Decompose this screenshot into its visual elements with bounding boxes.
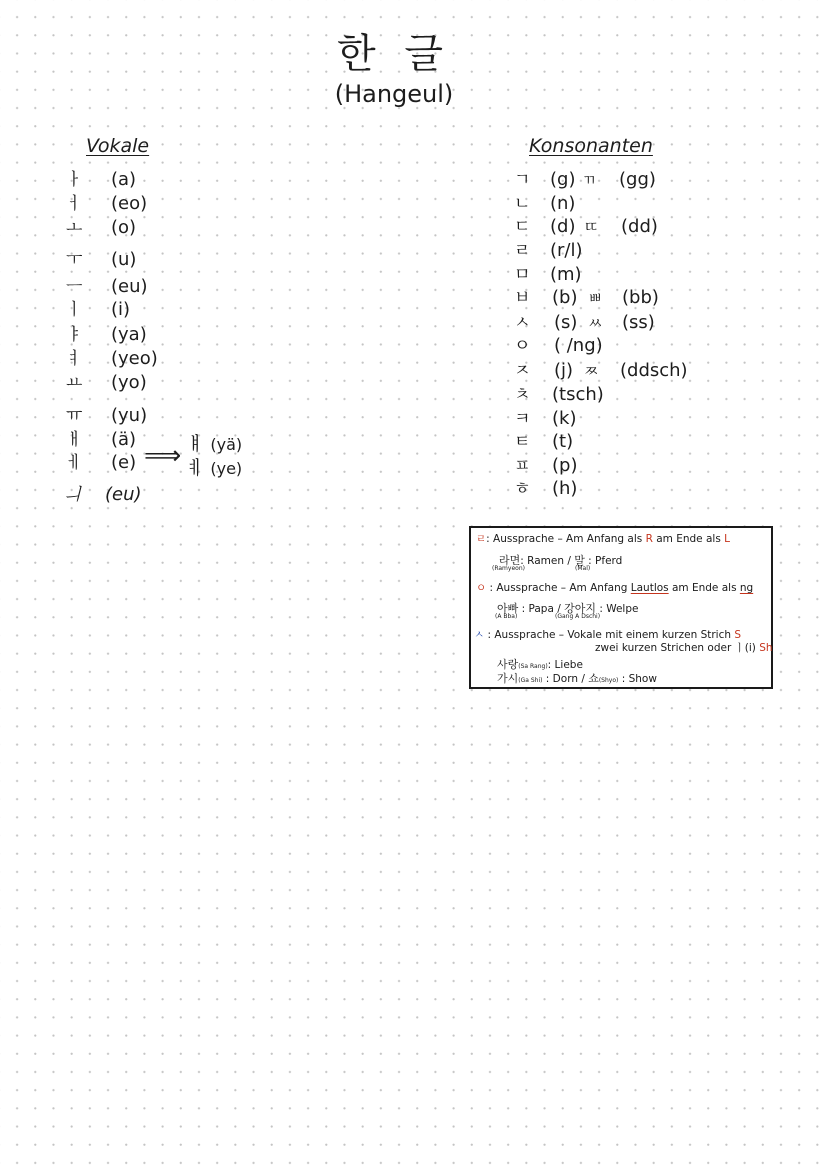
note-ieung-letter: ㅇ — [476, 582, 487, 594]
vowel-roman: (eu) — [105, 484, 142, 505]
consonant-double-roman: (ss) — [622, 312, 655, 333]
note-mark: R — [645, 533, 653, 545]
consonant-roman: ( /ng) — [554, 335, 603, 356]
consonant-hangul: ㅊ — [514, 385, 531, 405]
consonant-roman: (t) — [552, 431, 574, 452]
consonant-roman: (k) — [552, 408, 577, 429]
consonant-hangul: ㅋ — [514, 409, 531, 429]
consonant-double-roman: (gg) — [619, 169, 656, 190]
vowel-roman: (a) — [111, 169, 137, 190]
vowel-roman: (ä) — [111, 429, 137, 450]
derived-vowel — [186, 453, 242, 480]
vowel-hangul: ㅠ — [66, 406, 83, 426]
consonant-roman: (d) — [550, 216, 576, 237]
consonant-roman: (m) — [550, 264, 582, 285]
example-romanization: (Ga Shi) — [518, 677, 543, 684]
note-text: : Aussprache – Am Anfang — [486, 582, 631, 594]
consonant-hangul: ㅌ — [514, 432, 531, 452]
derived-vowel — [186, 429, 242, 456]
example-korean: 아빠 — [497, 602, 519, 615]
example-romanization: (Mal) — [575, 565, 591, 572]
example-korean: 강아지 — [564, 602, 596, 615]
example-romanization: (Ramyeon) — [492, 565, 525, 572]
consonant-hangul: ㄷ — [514, 217, 531, 237]
example-korean: 말 — [574, 554, 585, 567]
consonant-hangul: ㅅ — [514, 313, 531, 333]
example-german: : Liebe — [547, 659, 583, 671]
derived-vowel-roman: (yä) — [210, 435, 243, 454]
vowel-hangul: ㅣ — [66, 300, 83, 320]
derived-vowel-roman: (ye) — [210, 459, 243, 478]
consonant-hangul: ㅂ — [514, 288, 531, 308]
derivation-arrow: ⟹ — [144, 441, 182, 471]
note-mark: S — [734, 629, 742, 641]
note-text: zwei kurzen Strichen oder ㅣ(i) — [595, 642, 760, 654]
vowel-roman: (o) — [111, 217, 137, 238]
vowel-roman: (u) — [111, 249, 137, 270]
note-text: : Aussprache – Am Anfang als — [486, 533, 646, 545]
page-subtitle: (Hangeul) — [334, 80, 454, 108]
note-mark: Lautlos — [630, 582, 669, 594]
vowel-hangul: ㅜ — [66, 250, 83, 270]
vowels-heading: Vokale — [86, 135, 150, 157]
note-text: : Aussprache – Vokale mit einem kurzen Strich — [484, 629, 735, 641]
note-text: am Ende als — [652, 533, 725, 545]
example-korean: 라면 — [499, 554, 521, 567]
example-romanization: (A Bba) — [495, 613, 518, 620]
note-mark: L — [724, 533, 730, 545]
consonant-hangul: ㅇ — [514, 336, 531, 356]
note-text: am Ende als — [668, 582, 740, 594]
vowel-hangul: ㅢ — [64, 485, 81, 505]
pronunciation-notes-box — [469, 526, 773, 689]
example-korean: 쇼 — [588, 672, 599, 685]
vowel-hangul: ㅓ — [66, 194, 83, 214]
example-german: : Show — [618, 673, 657, 685]
consonant-hangul: ㅍ — [514, 456, 531, 476]
consonant-hangul: ㅈ — [514, 361, 531, 381]
example-korean: 사랑 — [497, 658, 519, 671]
vowel-roman: (i) — [111, 299, 131, 320]
consonant-double-hangul: ㅆ — [588, 314, 603, 332]
consonant-roman: (s) — [554, 312, 578, 333]
consonant-double-roman: (dd) — [621, 216, 658, 237]
consonant-double-hangul: ㄲ — [582, 171, 597, 189]
consonant-double-roman: (ddsch) — [620, 360, 688, 381]
note-siot-letter: ㅅ — [474, 629, 485, 641]
consonant-double-hangul: ㅃ — [588, 289, 603, 307]
consonant-roman: (tsch) — [552, 384, 604, 405]
vowel-hangul: ㅛ — [66, 373, 83, 393]
note-mark: ng — [739, 582, 754, 594]
vowel-roman: (eu) — [111, 276, 148, 297]
example-german: : Dorn / — [542, 673, 589, 685]
consonant-roman: (p) — [552, 455, 578, 476]
example-german: : Welpe — [595, 603, 639, 615]
vowel-hangul: ㅔ — [66, 453, 83, 473]
consonant-roman: (r/l) — [550, 240, 583, 261]
consonant-roman: (j) — [554, 360, 574, 381]
note-ieung — [476, 580, 753, 595]
note-rieul — [476, 531, 730, 546]
note-rieul-letter: ㄹ — [476, 533, 487, 545]
consonant-double-roman: (bb) — [622, 287, 659, 308]
vowel-roman: (e) — [111, 452, 137, 473]
note-siot-cont — [595, 640, 773, 655]
consonant-hangul: ㄴ — [514, 194, 531, 214]
example-romanization: (Gang A Dschi) — [555, 613, 601, 620]
vowel-hangul: ㅗ — [66, 218, 83, 238]
note-mark: Sh — [759, 642, 773, 654]
consonant-hangul: ㅎ — [514, 479, 531, 499]
note-example — [497, 670, 657, 686]
example-korean: 가시 — [497, 672, 519, 685]
vowel-hangul: ㅕ — [66, 349, 83, 369]
vowel-roman: (ya) — [111, 324, 147, 345]
consonant-double-hangul: ㅉ — [584, 362, 599, 380]
consonant-roman: (n) — [550, 193, 576, 214]
example-german: : Papa / — [518, 603, 565, 615]
example-romanization: (Sa Rang) — [518, 663, 548, 670]
consonant-roman: (b) — [552, 287, 578, 308]
consonant-double-hangul: ㄸ — [584, 218, 599, 236]
vowel-hangul: ㅑ — [66, 325, 83, 345]
vowel-roman: (yu) — [111, 405, 148, 426]
consonant-hangul: ㅁ — [514, 265, 531, 285]
vowel-hangul: ㅏ — [66, 170, 83, 190]
vowel-roman: (yeo) — [111, 348, 158, 369]
page-title: 한 글 — [337, 31, 451, 77]
example-german: : Pferd — [584, 555, 623, 567]
consonant-roman: (h) — [552, 478, 578, 499]
consonants-heading: Konsonanten — [529, 135, 653, 157]
consonant-roman: (g) — [550, 169, 576, 190]
derived-vowel-hangul: ㅖ — [186, 457, 205, 479]
example-romanization: (Shyo) — [598, 677, 619, 684]
derived-vowel-hangul: ㅒ — [186, 433, 205, 455]
vowel-hangul: ㅐ — [66, 430, 83, 450]
vowel-roman: (yo) — [111, 372, 147, 393]
consonant-hangul: ㄹ — [514, 241, 531, 261]
vowel-roman: (eo) — [111, 193, 148, 214]
consonant-hangul: ㄱ — [514, 170, 531, 190]
vowel-hangul: ㅡ — [66, 277, 83, 297]
example-german: : Ramen / — [520, 555, 575, 567]
